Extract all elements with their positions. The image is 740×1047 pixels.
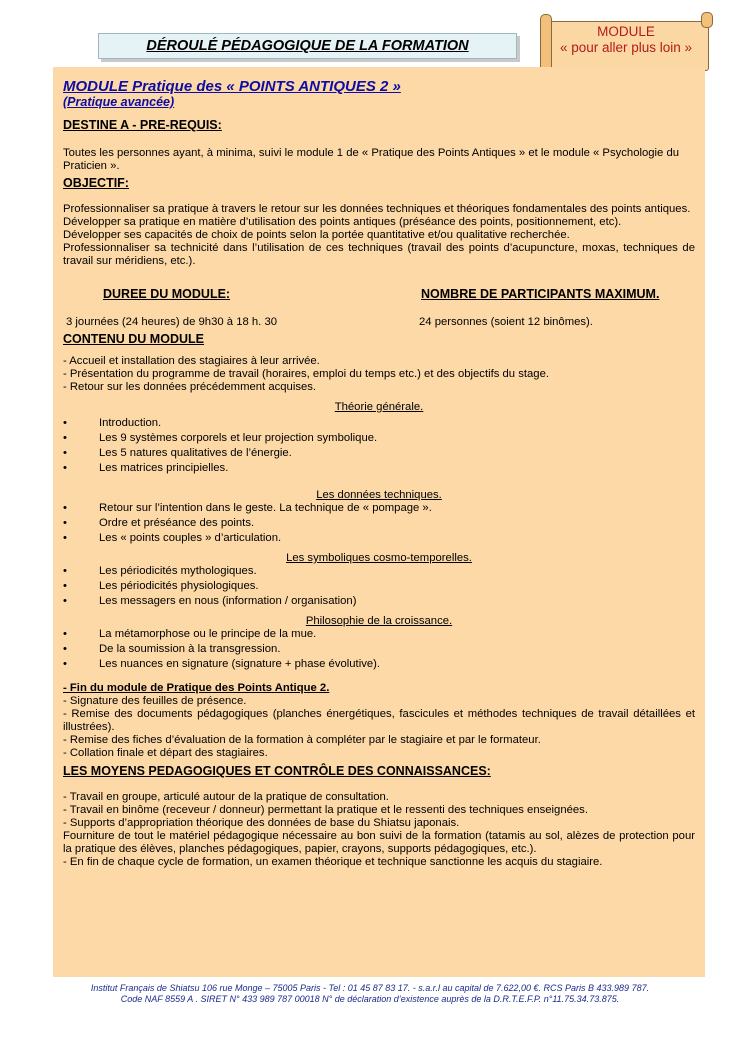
list-item: • Les « points couples » d’articulation.	[63, 532, 695, 545]
fin-line: - Remise des fiches d’évaluation de la formation à compléter par le stagiaire et par le formateur.	[63, 734, 541, 746]
intro-line: - Retour sur les données précédemment acquises.	[63, 381, 317, 393]
moyens-line: - Travail en binôme (receveur / donneur) permettant la pratique et le ressenti des techniques enseignées.	[63, 804, 588, 816]
group-title: Les données techniques.	[316, 489, 442, 501]
list-item: • Les périodicités mythologiques.	[63, 565, 695, 578]
moyens-heading: LES MOYENS PEDAGOGIQUES ET CONTRÔLE DES CONNAISSANCES:	[63, 764, 491, 778]
list-item: • Les matrices principielles.	[63, 462, 695, 475]
list-item: • La métamorphose ou le principe de la mue.	[63, 628, 695, 641]
objectif-line: Développer sa pratique en matière d’utilisation des points antiques (préséance des points, positionnement, etc).	[63, 216, 622, 228]
contenu-heading: CONTENU DU MODULE	[63, 332, 204, 346]
list-item: • Retour sur l’intention dans le geste. La technique de « pompage ».	[63, 502, 695, 515]
objectif-line: Professionnaliser sa pratique à travers le retour sur les données techniques et théoriques fondamentales des points antiques.	[63, 203, 691, 215]
group-list	[63, 565, 695, 608]
list-item: • Les nuances en signature (signature + phase évolutive).	[63, 658, 695, 671]
contenu-intro	[63, 355, 695, 394]
badge-text	[551, 24, 701, 56]
intro-line: - Accueil et installation des stagiaires à leur arrivée.	[63, 355, 320, 367]
objectif-heading: OBJECTIF:	[63, 176, 129, 190]
destine-heading: DESTINE A - PRE-REQUIS:	[63, 118, 222, 132]
destine-text: Toutes les personnes ayant, à minima, suivi le module 1 de « Pratique des Points Antiques » et le module « Psychologie du Praticien ».	[63, 147, 680, 172]
group-list	[63, 628, 695, 671]
fin-line: - Signature des feuilles de présence.	[63, 695, 247, 707]
fin-line: - Collation finale et départ des stagiaires.	[63, 747, 268, 759]
group-list	[63, 502, 695, 545]
list-item: • Les 9 systèmes corporels et leur projection symbolique.	[63, 432, 695, 445]
group-title: Théorie générale.	[334, 401, 424, 413]
group-list	[63, 417, 695, 475]
group-title: Philosophie de la croissance.	[305, 615, 453, 627]
fin-heading: - Fin du module de Pratique des Points Antique 2.	[63, 682, 330, 694]
moyens-line: - Supports d’appropriation théorique des données de base du Shiatsu japonais.	[63, 817, 460, 829]
moyens-line: - Travail en groupe, articulé autour de la pratique de consultation.	[63, 791, 389, 803]
footer	[40, 983, 700, 1005]
intro-line: - Présentation du programme de travail (horaires, emploi du temps etc.) et des objectifs du stage.	[63, 368, 550, 380]
moyens-line: Fourniture de tout le matériel pédagogique nécessaire au bon suivi de la formation (tatamis au sol, alèzes de protection pour la pratique des élèves, planches pédagogiques, papier, crayons, supports pédagogiques, etc.).	[63, 830, 695, 855]
duree-participants-headings	[63, 287, 695, 302]
participants-heading: NOMBRE DE PARTICIPANTS MAXIMUM.	[421, 287, 660, 301]
scroll-curl-right	[701, 12, 713, 28]
badge-line-1: MODULE	[597, 24, 655, 39]
list-item: • De la soumission à la transgression.	[63, 643, 695, 656]
list-item: • Les 5 natures qualitatives de l’énergie.	[63, 447, 695, 460]
module-badge	[543, 16, 713, 72]
document-body	[63, 78, 695, 869]
objectif-text	[63, 203, 695, 268]
objectif-line: Professionnaliser sa technicité dans l’utilisation de ces techniques (travail des points d’acupuncture, moxas, techniques de travail sur méridiens, etc.).	[63, 242, 695, 267]
document-title: DÉROULÉ PÉDAGOGIQUE DE LA FORMATION	[98, 33, 517, 59]
module-subtitle: (Pratique avancée)	[63, 95, 175, 109]
list-item: • Les périodicités physiologiques.	[63, 580, 695, 593]
footer-line-2: Code NAF 8559 A . SIRET N° 433 989 787 00018 N° de déclaration d’existence auprès de la D.R.T.E.F.P. n°11.75.34.73.875.	[120, 994, 620, 1004]
duree-participants-values	[63, 316, 695, 329]
footer-line-1: Institut Français de Shiatsu 106 rue Monge – 75005 Paris - Tel : 01 45 87 83 17. - s.a.r.l au capital de 7.622,00 €. RCS Paris B 433.989 787.	[90, 983, 650, 993]
list-item: • Introduction.	[63, 417, 695, 430]
duree-heading: DUREE DU MODULE:	[103, 287, 231, 301]
moyens-line: - En fin de chaque cycle de formation, un examen théorique et technique sanctionne les acquis du stagiaire.	[63, 856, 603, 868]
fin-line: - Remise des documents pédagogiques (planches énergétiques, fascicules et méthodes techniques de travail détaillées et illustrées).	[63, 708, 695, 733]
moyens-text	[63, 791, 695, 869]
participants-value: 24 personnes (soient 12 binômes).	[419, 316, 593, 328]
objectif-line: Développer ses capacités de choix de points selon la portée quantitative et/ou qualitative recherchée.	[63, 229, 570, 241]
duree-value: 3 journées (24 heures) de 9h30 à 18 h. 30	[66, 316, 278, 328]
fin-text	[63, 695, 695, 760]
list-item: • Les messagers en nous (information / organisation)	[63, 595, 695, 608]
list-item: • Ordre et préséance des points.	[63, 517, 695, 530]
module-title: MODULE Pratique des « POINTS ANTIQUES 2 »	[63, 78, 401, 95]
group-title: Les symboliques cosmo-temporelles.	[286, 552, 472, 564]
badge-line-2: « pour aller plus loin »	[559, 40, 693, 55]
